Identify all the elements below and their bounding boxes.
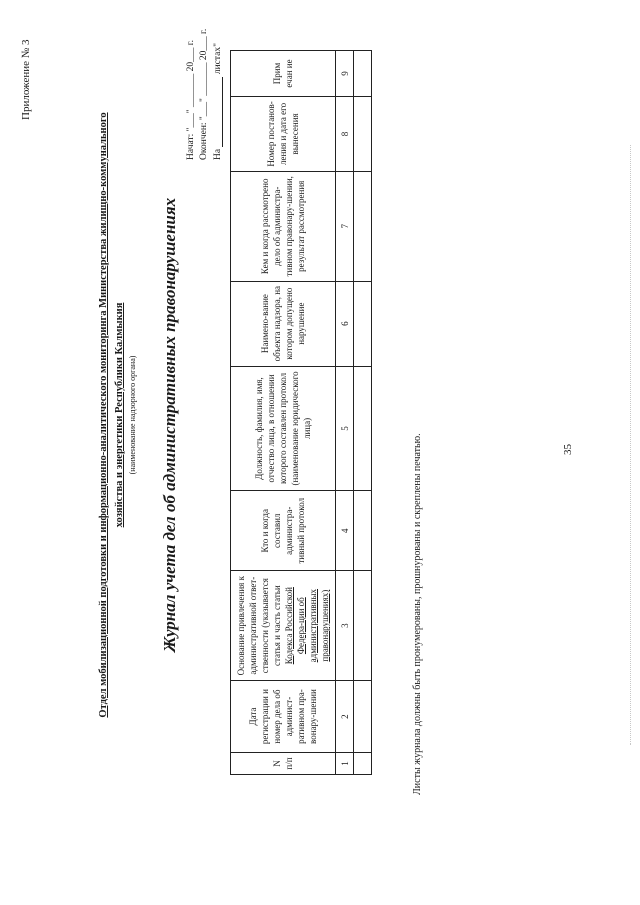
- journal-title: Журнал учета дел об административных правонарушениях: [160, 197, 179, 653]
- empty-cell: [354, 491, 372, 571]
- department-name-line1: Отдел мобилизационной подготовки и информационно-аналитического мониторинга Министерства жилищно-коммунального: [98, 112, 109, 718]
- sheets-field: [212, 43, 223, 160]
- empty-cell: [354, 281, 372, 366]
- column-number: 6: [336, 281, 354, 366]
- column-number: 4: [336, 491, 354, 571]
- table-row: [354, 51, 372, 775]
- empty-cell: [354, 753, 372, 775]
- started-label: Начат:: [186, 133, 196, 160]
- col-header-protocol: Кто и когда составил администра-тивный протокол: [231, 491, 336, 571]
- law-reference: Кодекса Российской Федера-ции об административных правонарушениях): [284, 587, 330, 665]
- department-name-line2: хозяйства и энергетики Республики Калмыкия: [114, 302, 125, 528]
- finished-value: "___" _______ 20___ г.: [199, 28, 209, 121]
- column-number: 3: [336, 571, 354, 681]
- basis-text: Основание привлечения к административной ответ-ственности (указывается статья и часть статьи: [236, 576, 282, 676]
- organ-caption: (наименование надзорного органа): [128, 355, 137, 475]
- column-number: 2: [336, 681, 354, 753]
- sheets-blank: [212, 77, 223, 147]
- column-number-row: [336, 51, 354, 775]
- empty-cell: [354, 571, 372, 681]
- finished-label: Окончен:: [199, 122, 209, 160]
- col-header-number: N п/п: [231, 753, 336, 775]
- column-number: 8: [336, 97, 354, 172]
- appendix-label: Приложение № 3: [20, 39, 32, 120]
- footnote: Листы журнала должны быть пронумерованы, прошнурованы и скреплены печатью.: [412, 433, 423, 795]
- column-number: 7: [336, 171, 354, 281]
- on-label: На: [213, 148, 223, 160]
- column-number: 9: [336, 51, 354, 97]
- column-number: 1: [336, 753, 354, 775]
- finished-field: [199, 29, 209, 160]
- col-header-basis: [231, 571, 336, 681]
- col-header-object: Наимено-вание объекта надзора, на котором допущено нарушение: [231, 281, 336, 366]
- column-number: 5: [336, 366, 354, 491]
- col-header-person: Должность, фамилия, имя, отчество лица, в отношении которого составлен протокол (наименование юридического лица): [231, 366, 336, 491]
- empty-cell: [354, 171, 372, 281]
- empty-cell: [354, 681, 372, 753]
- header-row: [231, 51, 336, 775]
- started-value: "___" _______ 20___ г.: [186, 40, 196, 132]
- empty-cell: [354, 51, 372, 97]
- empty-cell: [354, 97, 372, 172]
- empty-cell: [354, 366, 372, 491]
- col-header-review: Кем и когда рассмотрено дело об администра-тивном правонару-шении, результат рассмотрения: [231, 171, 336, 281]
- col-header-registration: Дата регистрации и номер дела об админист-ративном пра-вонару-шении: [231, 681, 336, 753]
- col-header-notes: Прим ечан ие: [231, 51, 336, 97]
- page-number: 35: [562, 444, 574, 455]
- sheets-label: листах": [213, 43, 223, 75]
- scan-edge-line: [630, 145, 631, 745]
- col-header-resolution: Номер постанов-ления и дата его вынесения: [231, 97, 336, 172]
- started-field: [186, 40, 196, 160]
- journal-table: [230, 50, 372, 775]
